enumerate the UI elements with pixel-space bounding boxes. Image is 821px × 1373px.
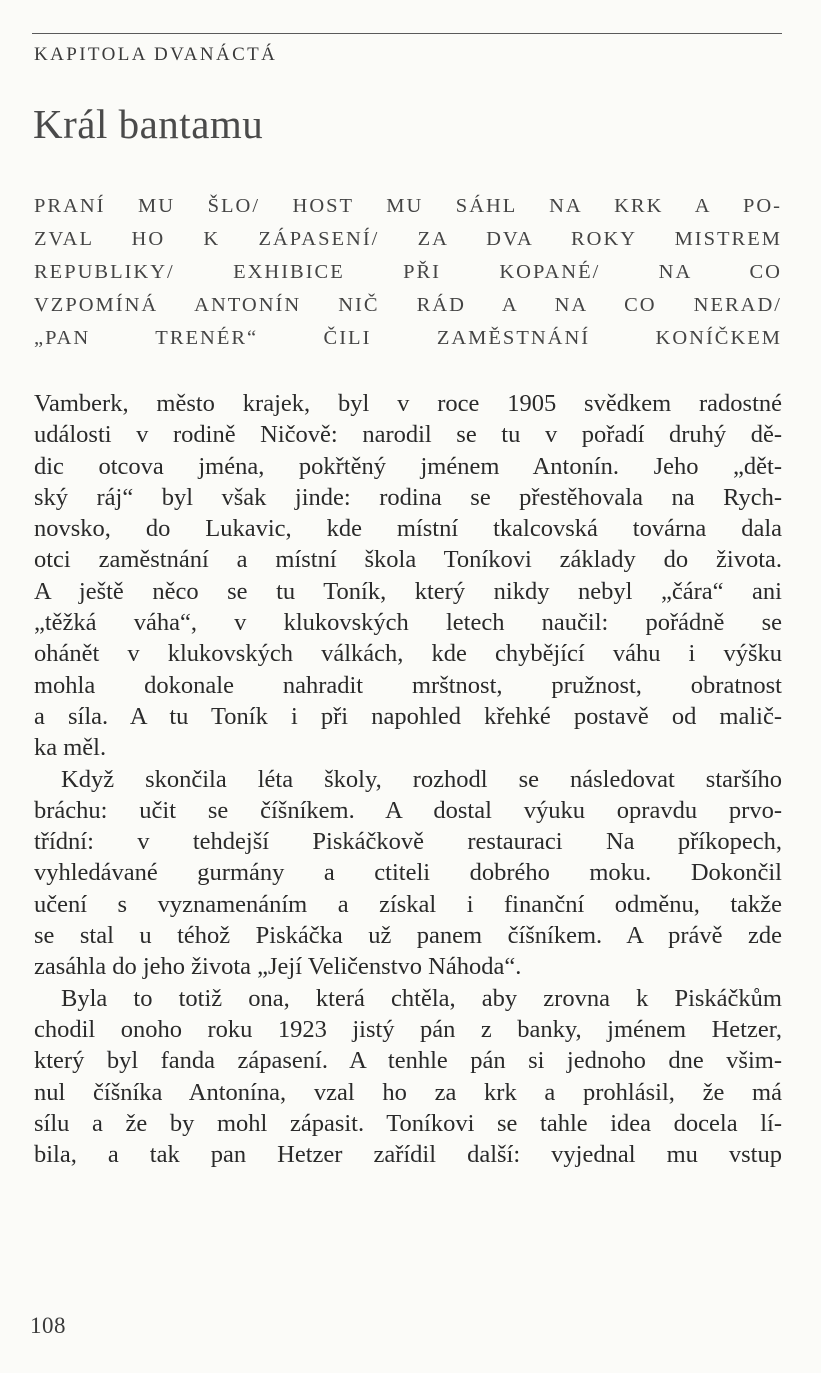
text-line: chodil onoho roku 1923 jistý pán z banky, jménem Hetzer, xyxy=(34,1015,782,1043)
text-line: „těžká váha“, v klukovských letech naučil: pořádně se xyxy=(34,609,782,637)
text-line: ka měl. xyxy=(34,734,107,762)
synopsis-line: VZPOMÍNÁ ANTONÍN NIČ RÁD A NA CO NERAD/ xyxy=(34,294,782,316)
text-line: ohánět v klukovských válkách, kde chybějící váhu i výšku xyxy=(34,640,782,668)
synopsis-line: „PAN TRENÉR“ ČILI ZAMĚSTNÁNÍ KONÍČKEM xyxy=(34,327,782,349)
synopsis-line: PRANÍ MU ŠLO/ HOST MU SÁHL NA KRK A PO- xyxy=(34,195,782,217)
text-line: Byla to totiž ona, která chtěla, aby zrovna k Piskáčkům xyxy=(61,984,782,1012)
text-line: zasáhla do jeho života „Její Veličenstvo Náhoda“. xyxy=(34,953,522,981)
text-line: třídní: v tehdejší Piskáčkově restauraci Na příkopech, xyxy=(34,828,782,856)
text-line: ský ráj“ byl však jinde: rodina se přestěhovala na Rych- xyxy=(34,483,782,511)
chapter-title: Král bantamu xyxy=(33,101,264,147)
paragraph-2 xyxy=(34,764,782,983)
text-line: vyhledávané gurmány a ctiteli dobrého moku. Dokončil xyxy=(34,859,782,887)
text-line: mohla dokonale nahradit mrštnost, pružnost, obratnost xyxy=(34,671,782,699)
text-line: Když skončila léta školy, rozhodl se následovat staršího xyxy=(61,765,782,793)
text-line: bila, a tak pan Hetzer zařídil další: vyjednal mu vstup xyxy=(34,1141,782,1169)
text-line: nul číšníka Antonína, vzal ho za krk a prohlásil, že má xyxy=(34,1078,782,1106)
top-rule xyxy=(32,33,782,34)
chapter-synopsis xyxy=(34,190,782,355)
text-line: sílu a že by mohl zápasit. Toníkovi se tahle idea docela lí- xyxy=(34,1109,782,1137)
paragraph-3 xyxy=(34,983,782,1171)
text-line: který byl fanda zápasení. A tenhle pán si jednoho dne všim- xyxy=(34,1047,782,1075)
text-line: učení s vyznamenáním a získal i finanční odměnu, takže xyxy=(34,890,782,918)
text-line: dic otcova jména, pokřtěný jménem Antonín. Jeho „dět- xyxy=(34,452,782,480)
text-line: Vamberk, město krajek, byl v roce 1905 svědkem radostné xyxy=(34,390,782,417)
text-line: novsko, do Lukavic, kde místní tkalcovská továrna dala xyxy=(34,515,782,543)
text-line: otci zaměstnání a místní škola Toníkovi základy do života. xyxy=(34,546,782,574)
body-text xyxy=(34,388,782,1170)
text-line: a síla. A tu Toník i při napohled křehké postavě od malič- xyxy=(34,702,782,730)
synopsis-line: REPUBLIKY/ EXHIBICE PŘI KOPANÉ/ NA CO xyxy=(34,261,782,283)
text-line: A ještě něco se tu Toník, který nikdy nebyl „čára“ ani xyxy=(34,577,782,605)
paragraph-1 xyxy=(34,388,782,764)
text-line: se stal u téhož Piskáčka už panem číšníkem. A právě zde xyxy=(34,922,782,950)
synopsis-line: ZVAL HO K ZÁPASENÍ/ ZA DVA ROKY MISTREM xyxy=(34,228,782,250)
chapter-label: KAPITOLA DVANÁCTÁ xyxy=(34,44,278,65)
text-line: bráchu: učit se číšníkem. A dostal výuku opravdu prvo- xyxy=(34,796,782,824)
page-number: 108 xyxy=(30,1313,66,1338)
text-line: události v rodině Ničově: narodil se tu v pořadí druhý dě- xyxy=(34,421,782,449)
